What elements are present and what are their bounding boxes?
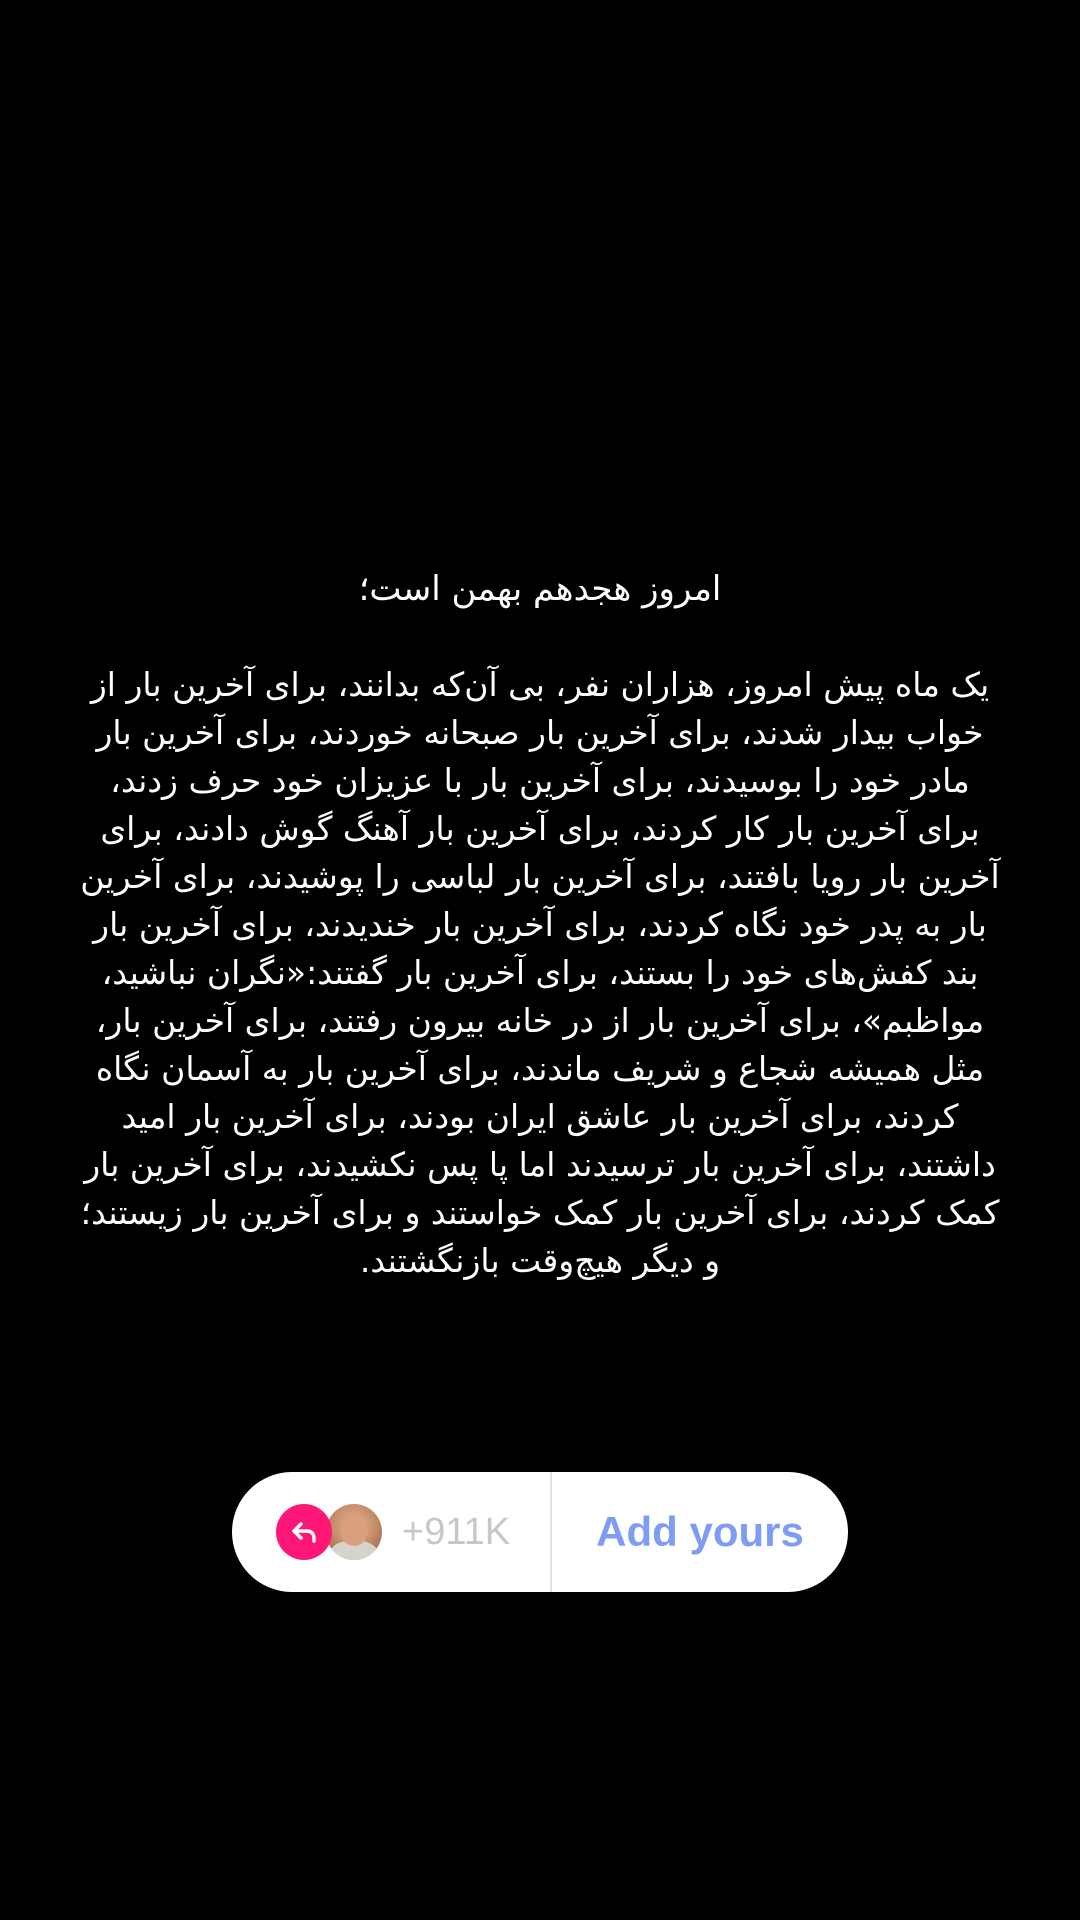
participants-area[interactable] bbox=[232, 1472, 550, 1592]
story-text-block bbox=[80, 565, 1000, 1285]
add-yours-sticker[interactable] bbox=[232, 1472, 848, 1592]
avatar-face bbox=[340, 1514, 368, 1546]
add-yours-button[interactable]: Add yours bbox=[596, 1508, 804, 1555]
story-body-text: یک ماه پیش امروز، هزاران نفر، بی آن‌که بدانند، برای آخرین بار از خواب بیدار شدند، برای آخرین بار صبحانه خوردند، برای آخرین بار مادر خود را بوسیدند، برای آخرین بار با عزیزان خود حرف زدند، برای آخرین بار کار کردند، برای آخرین بار آهنگ گوش دادند، برای آخرین بار رویا بافتند، برای آخرین بار لباسی را پوشیدند، برای آخرین بار به پدر خود نگاه کردند، برای آخرین بار خندیدند، برای آخرین بار بند کفش‌های خود را بستند، برای آخرین بار گفتند:«نگران نباشید، مواظبم»، برای آخرین بار از در خانه بیرون رفتند، برای آخرین بار، مثل همیشه شجاع و شریف ماندند، برای آخرین بار به آسمان نگاه کردند، برای آخرین بار عاشق ایران بودند، برای آخرین بار امید داشتند، برای آخرین بار ترسیدند اما پا پس نکشیدند، برای آخرین بار کمک کردند، برای آخرین بار کمک خواستند و برای آخرین بار زیستند؛ و دیگر هیچ‌وقت بازنگشتند. bbox=[80, 665, 1000, 1280]
story-heading: امروز هجدهم بهمن است؛ bbox=[358, 569, 722, 609]
participant-avatar bbox=[326, 1504, 382, 1560]
participant-count: +911K bbox=[402, 1511, 511, 1553]
reply-arrow-icon bbox=[276, 1504, 332, 1560]
